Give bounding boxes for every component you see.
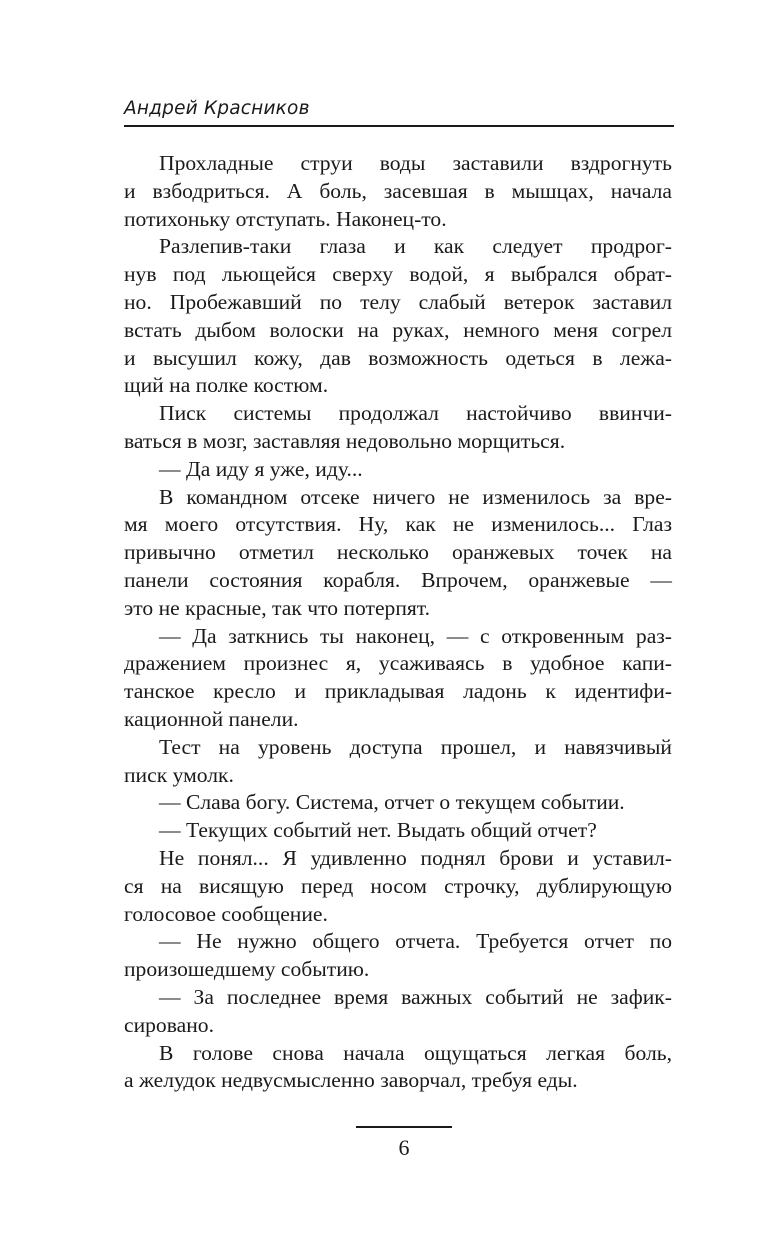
folio-rule	[356, 1126, 452, 1128]
text-line: — Текущих событий нет. Выдать общий отчет?	[159, 818, 597, 843]
paragraph	[124, 150, 672, 233]
paragraph	[124, 233, 672, 400]
text-line: В голове снова начала ощущаться легкая боль,	[159, 1040, 672, 1065]
text-line: голосовое сообщение.	[124, 901, 328, 926]
text-line: ваться в мозг, заставляя недовольно морщиться.	[124, 428, 566, 453]
text-line: Тест на уровень доступа прошел, и навязчивый	[159, 734, 672, 759]
text-line: — Да заткнись ты наконец, — с откровенным раз-	[159, 623, 672, 648]
paragraph	[124, 928, 672, 984]
text-line: но. Пробежавший по телу слабый ветерок заставил	[124, 289, 672, 314]
paragraph	[124, 456, 672, 484]
text-line: и взбодриться. А боль, засевшая в мышцах, начала	[124, 178, 672, 203]
text-line: В командном отсеке ничего не изменилось за вре-	[159, 484, 672, 509]
text-line: — Слава богу. Система, отчет о текущем событии.	[159, 790, 625, 815]
text-line: дражением произнес я, усаживаясь в удобное капи-	[124, 651, 672, 676]
text-line: — За последнее время важных событий не зафик-	[159, 984, 672, 1009]
paragraph	[124, 734, 672, 790]
paragraph	[124, 817, 672, 845]
text-line: потихоньку отступать. Наконец-то.	[124, 206, 447, 231]
paragraph	[124, 1040, 672, 1096]
text-line: щий на полке костюм.	[124, 373, 329, 398]
text-line: произошедшему событию.	[124, 957, 370, 982]
text-line: это не красные, так что потерпят.	[124, 595, 431, 620]
page-number: 6	[398, 1135, 410, 1160]
header-author: Андрей Красников	[124, 98, 310, 119]
paragraph	[124, 484, 672, 623]
text-line: писк умолк.	[124, 762, 234, 787]
text-line: — Не нужно общего отчета. Требуется отчет по	[159, 929, 672, 954]
text-line: и высушил кожу, дав возможность одеться в лежа-	[124, 345, 672, 370]
paragraph	[124, 984, 672, 1040]
text-line: ся на висящую перед носом строчку, дублирующую	[124, 873, 672, 898]
running-header	[124, 93, 674, 127]
paragraph	[124, 845, 672, 928]
text-line: встать дыбом волоски на руках, немного меня согрел	[124, 317, 672, 342]
body-text	[124, 150, 672, 1095]
text-line: а желудок недвусмысленно заворчал, требуя еды.	[124, 1068, 578, 1093]
text-line: Разлепив-таки глаза и как следует продрог-	[159, 234, 672, 259]
paragraph	[124, 400, 672, 456]
text-line: кационной панели.	[124, 706, 299, 731]
text-line: сировано.	[124, 1012, 214, 1037]
text-line: танское кресло и прикладывая ладонь к идентифи-	[124, 679, 672, 704]
text-line: Прохладные струи воды заставили вздрогнуть	[159, 151, 672, 175]
text-line: нув под льющейся сверху водой, я выбрался обрат-	[124, 262, 672, 287]
text-line: — Да иду я уже, иду...	[159, 456, 363, 481]
text-line: мя моего отсутствия. Ну, как не изменилось... Глаз	[124, 512, 672, 537]
paragraph	[124, 789, 672, 817]
paragraph	[124, 623, 672, 734]
text-line: привычно отметил несколько оранжевых точек на	[124, 540, 672, 565]
text-line: Писк системы продолжал настойчиво ввинчи-	[159, 401, 672, 426]
text-line: Не понял... Я удивленно поднял брови и уставил-	[159, 845, 672, 870]
text-line: панели состояния корабля. Впрочем, оранжевые —	[124, 567, 672, 592]
